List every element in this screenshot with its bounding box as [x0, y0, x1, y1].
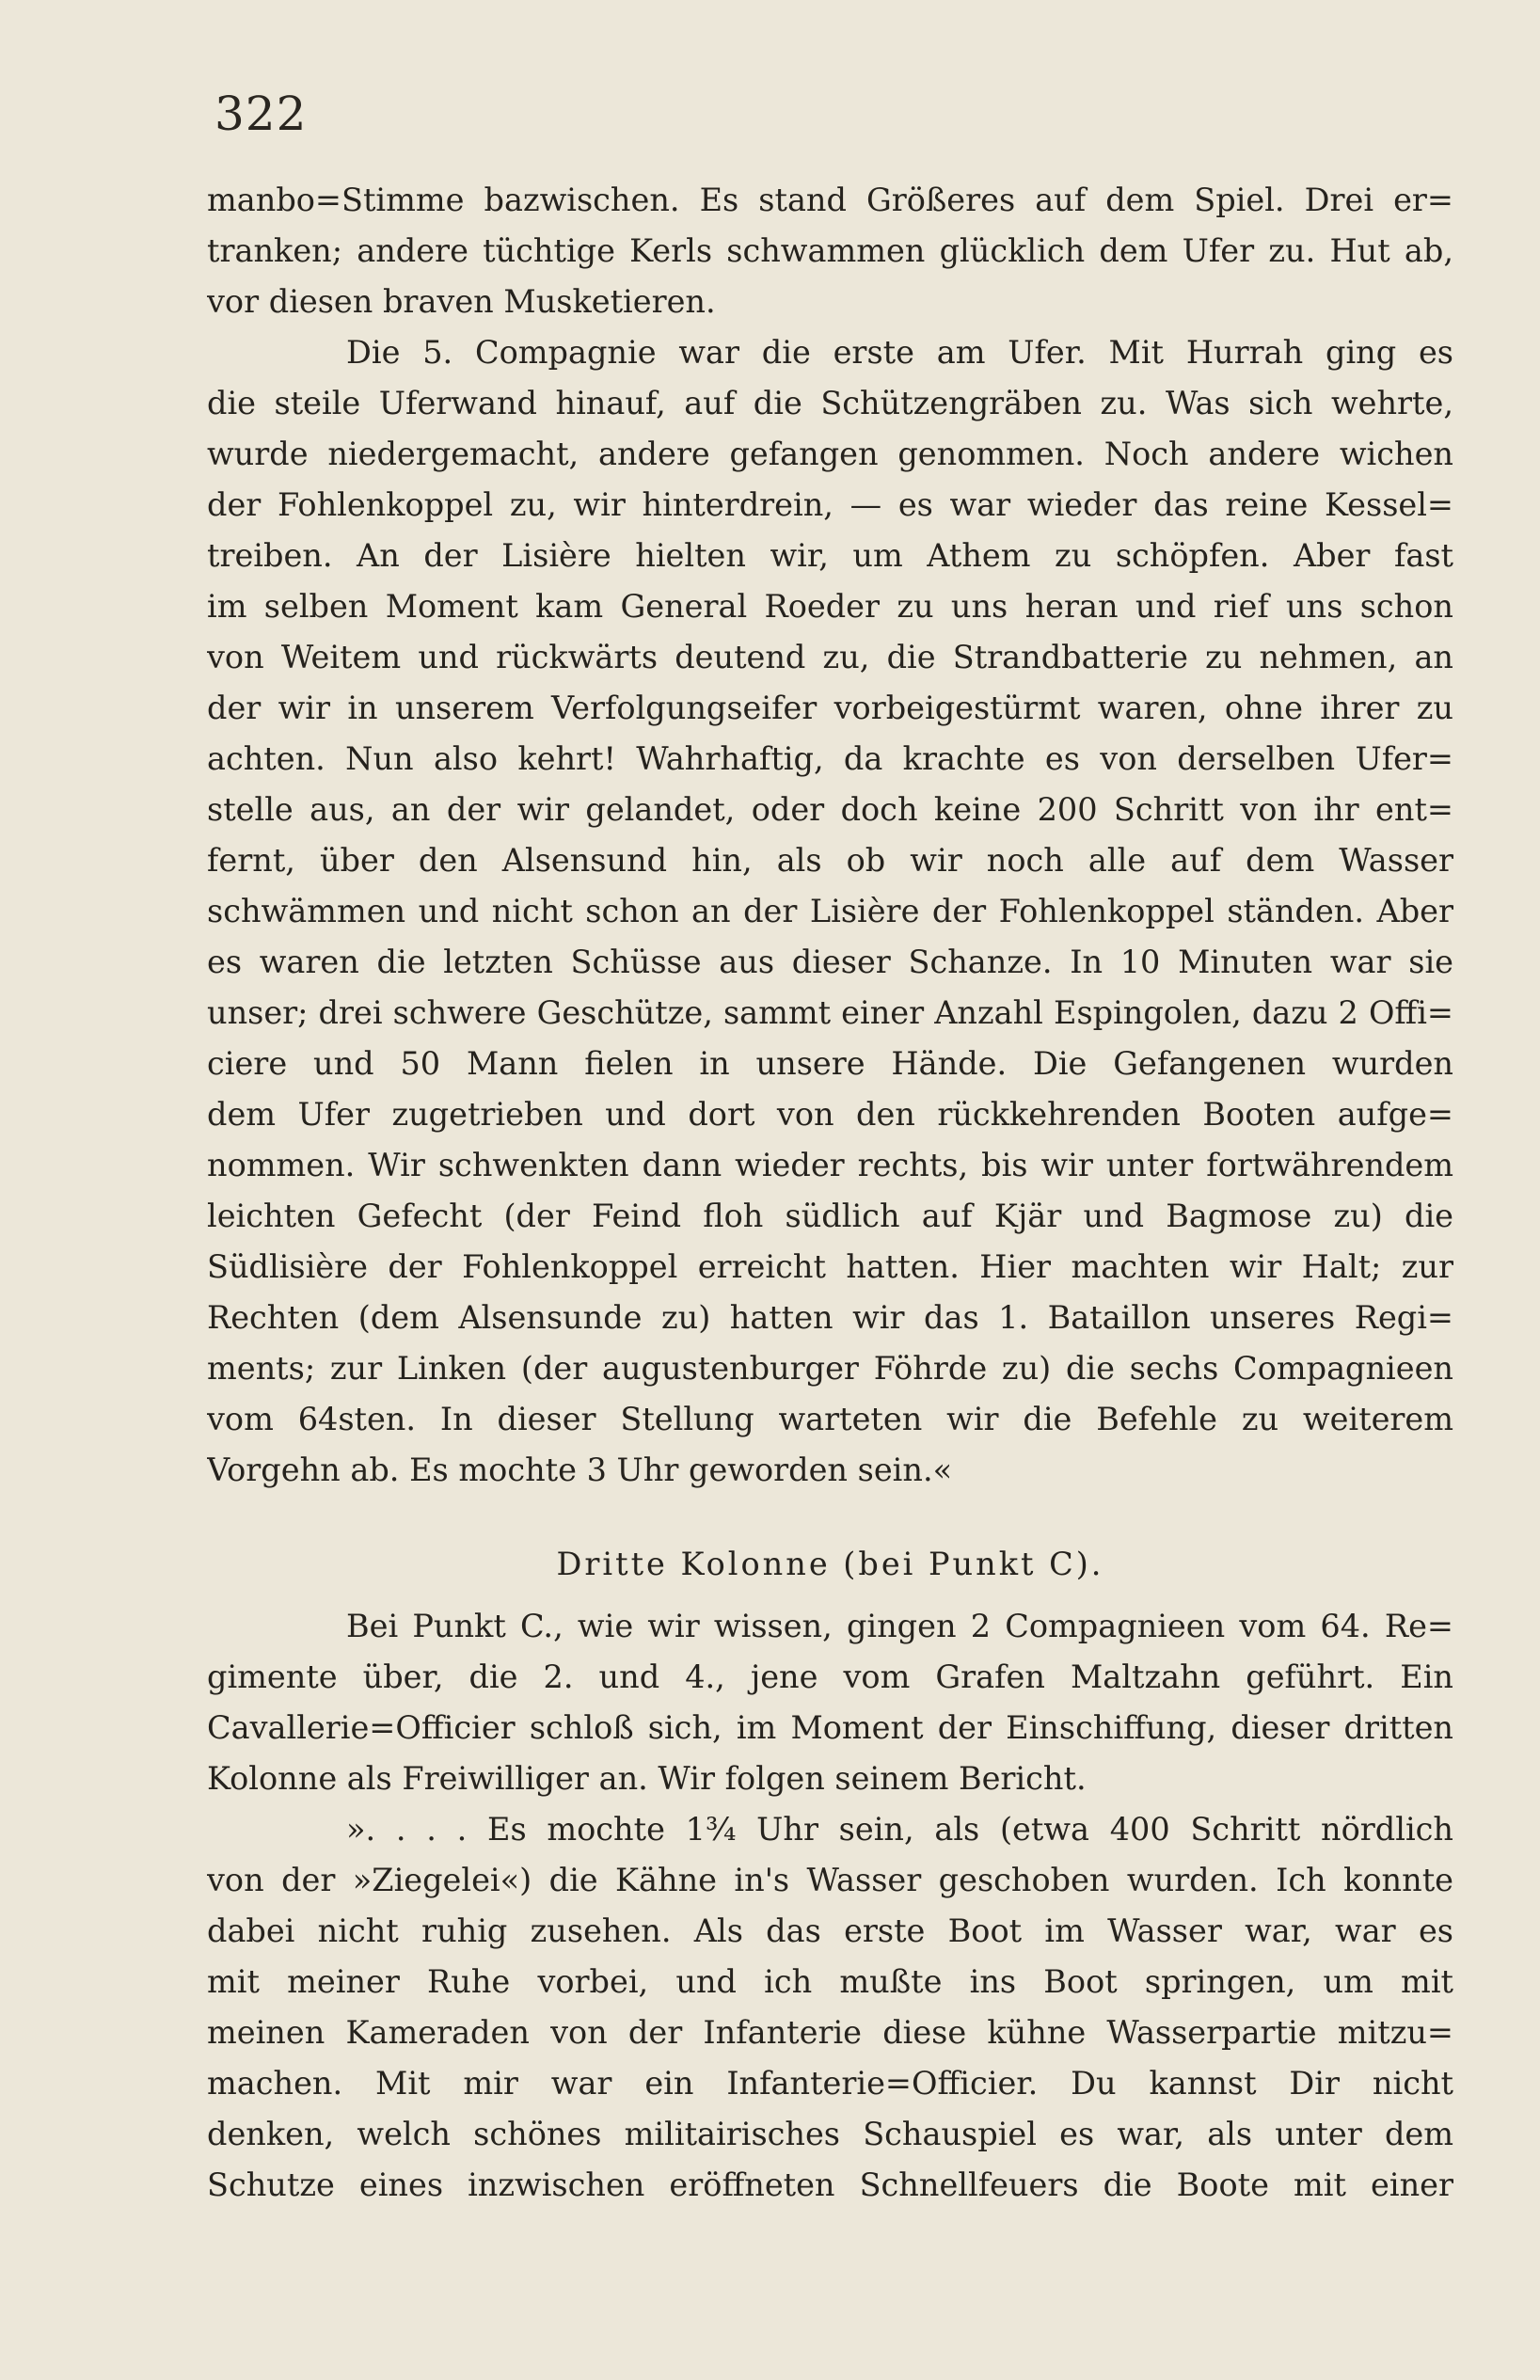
page-number: 322 [214, 87, 308, 141]
text-line: Bei Punkt C., wie wir wissen, gingen 2 Compagnieen vom 64. Re= [346, 1608, 1453, 1644]
text-line: es waren die letzten Schüsse aus dieser Schanze. In 10 Minuten war sie [207, 944, 1453, 980]
text-line: gimente über, die 2. und 4., jene vom Grafen Maltzahn geführt. Ein [207, 1658, 1453, 1695]
text-line: der wir in unserem Verfolgungseifer vorbeigestürmt waren, ohne ihrer zu [207, 690, 1453, 726]
text-line: fernt, über den Alsensund hin, als ob wir noch alle auf dem Wasser [207, 842, 1453, 879]
text-line: wurde niedergemacht, andere gefangen genommen. Noch andere wichen [207, 436, 1453, 472]
text-line: ciere und 50 Mann fielen in unsere Hände. Die Gefangenen wurden [207, 1045, 1453, 1082]
text-line: vor diesen braven Musketieren. [207, 283, 716, 320]
text-line: dabei nicht ruhig zusehen. Als das erste Boot im Wasser war, war es [207, 1912, 1453, 1949]
text-line: vom 64sten. In dieser Stellung warteten wir die Befehle zu weiterem [207, 1401, 1453, 1437]
text-line: der Fohlenkoppel zu, wir hinterdrein, — es war wieder das reine Kessel= [207, 486, 1453, 523]
text-line: Kolonne als Freiwilliger an. Wir folgen seinem Bericht. [207, 1760, 1087, 1797]
text-line: die steile Uferwand hinauf, auf die Schützengräben zu. Was sich wehrte, [207, 385, 1453, 421]
text-line: Cavallerie=Officier schloß sich, im Moment der Einschiffung, dieser dritten [207, 1709, 1453, 1746]
section-heading: Dritte Kolonne (bei Punkt C). [556, 1546, 1104, 1582]
text-line: stelle aus, an der wir gelandet, oder doch keine 200 Schritt von ihr ent= [207, 791, 1453, 828]
text-line: schwämmen und nicht schon an der Lisière der Fohlenkoppel ständen. Aber [207, 893, 1453, 929]
text-line: von Weitem und rückwärts deutend zu, die Strandbatterie zu nehmen, an [207, 639, 1453, 675]
text-line: nommen. Wir schwenkten dann wieder rechts, bis wir unter fortwährendem [207, 1147, 1453, 1183]
text-line: manbo=Stimme bazwischen. Es stand Größeres auf dem Spiel. Drei er= [207, 182, 1453, 218]
text-line: achten. Nun also kehrt! Wahrhaftig, da krachte es von derselben Ufer= [207, 740, 1453, 777]
text-line: von der »Ziegelei«) die Kähne in's Wasser geschoben wurden. Ich konnte [207, 1862, 1453, 1898]
text-line: unser; drei schwere Geschütze, sammt einer Anzahl Espingolen, dazu 2 Offi= [207, 994, 1453, 1031]
text-line: dem Ufer zugetrieben und dort von den rückkehrenden Booten aufge= [207, 1096, 1453, 1133]
text-line: leichten Gefecht (der Feind floh südlich auf Kjär und Bagmose zu) die [207, 1198, 1453, 1234]
text-line: Südlisière der Fohlenkoppel erreicht hatten. Hier machten wir Halt; zur [207, 1248, 1453, 1285]
text-line: im selben Moment kam General Roeder zu uns heran und rief uns schon [207, 588, 1453, 625]
text-line: Schutze eines inzwischen eröffneten Schnellfeuers die Boote mit einer [207, 2166, 1453, 2203]
body-text [207, 175, 1453, 2211]
text-line: ments; zur Linken (der augustenburger Föhrde zu) die sechs Compagnieen [207, 1350, 1453, 1387]
text-line: denken, welch schönes militairisches Schauspiel es war, als unter dem [207, 2116, 1453, 2152]
text-line: Die 5. Compagnie war die erste am Ufer. Mit Hurrah ging es [346, 334, 1453, 371]
text-line: meinen Kameraden von der Infanterie diese kühne Wasserpartie mitzu= [207, 2014, 1453, 2051]
text-line: Vorgehn ab. Es mochte 3 Uhr geworden sein.« [207, 1452, 953, 1488]
text-line: Rechten (dem Alsensunde zu) hatten wir das 1. Bataillon unseres Regi= [207, 1299, 1453, 1336]
text-line: treiben. An der Lisière hielten wir, um Athem zu schöpfen. Aber fast [207, 537, 1453, 574]
text-line: mit meiner Ruhe vorbei, und ich mußte ins Boot springen, um mit [207, 1963, 1453, 2000]
text-line: tranken; andere tüchtige Kerls schwammen glücklich dem Ufer zu. Hut ab, [207, 232, 1453, 269]
text-line: machen. Mit mir war ein Infanterie=Officier. Du kannst Dir nicht [207, 2065, 1453, 2102]
text-line: ». . . . Es mochte 1¾ Uhr sein, als (etwa 400 Schritt nördlich [346, 1811, 1453, 1848]
